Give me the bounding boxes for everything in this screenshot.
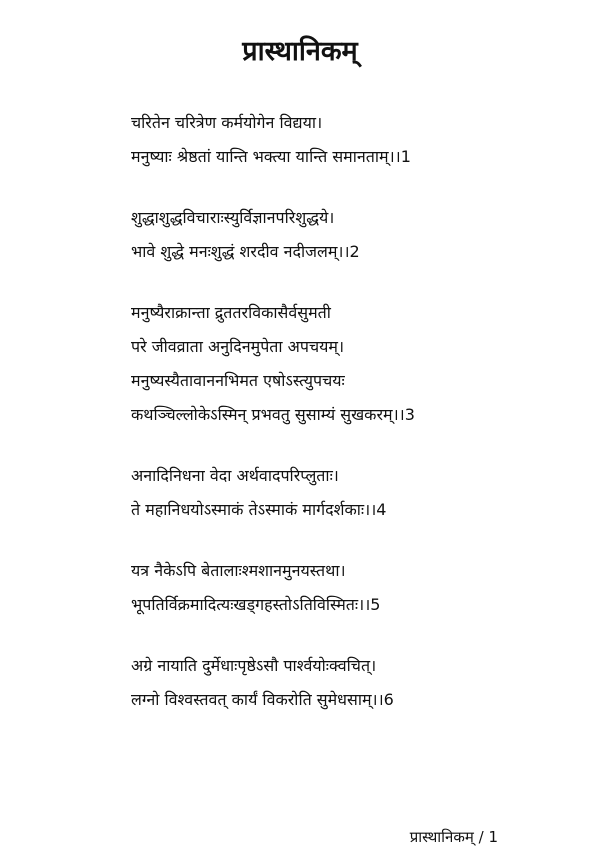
verse-line: ते महानिधयोऽस्माकं तेऽस्माकं मार्गदर्शकाः।।4 (131, 500, 387, 519)
verse-line: परे जीवव्राता अनुदिनमुपेता अपचयम्। (131, 337, 345, 356)
verse-6 (131, 649, 571, 717)
verse-2 (131, 201, 571, 269)
verse-line: अग्रे नायाति दुर्मेधाःपृष्ठेऽसौ पार्श्वयोःक्वचित्। (131, 656, 377, 675)
verse-5 (131, 554, 571, 622)
verse-3 (131, 296, 571, 432)
verse-line: मनुष्यैराक्रान्ता द्रुततरविकासैर्वसुमती (131, 303, 331, 322)
verse-line: भूपतिर्विक्रमादित्यःखड्गहस्तोऽतिविस्मितः।।5 (131, 595, 381, 614)
page-title: प्रास्थानिकम् (242, 36, 358, 67)
page-footer: प्रास्थानिकम् / 1 (409, 828, 498, 846)
verse-line: भावे शुद्धे मनःशुद्धं शरदीव नदीजलम्।।2 (131, 242, 360, 261)
verse-1 (131, 106, 571, 174)
verse-line: चरितेन चरित्रेण कर्मयोगेन विद्यया। (131, 113, 323, 132)
verse-line: लग्नो विश्वस्तवत् कार्यं विकरोति सुमेधसाम्।।6 (131, 690, 394, 709)
verse-line: मनुष्याः श्रेष्ठतां यान्ति भक्त्या यान्ति समानताम्।।1 (131, 147, 411, 166)
verse-line: यत्र नैकेऽपि बेतालाःश्मशानमुनयस्तथा। (131, 561, 346, 580)
verse-line: शुद्धाशुद्धविचाराःस्युर्विज्ञानपरिशुद्धये। (131, 208, 335, 227)
verse-line: मनुष्यस्यैतावाननभिमत एषोऽस्त्युपचयः (131, 371, 345, 390)
verse-4 (131, 459, 571, 527)
verse-line: अनादिनिधना वेदा अर्थवादपरिप्लुताः। (131, 466, 339, 485)
verse-line: कथञ्चिल्लोकेऽस्मिन् प्रभवतु सुसाम्यं सुखकरम्।।3 (131, 405, 415, 424)
verse-list (131, 106, 571, 744)
